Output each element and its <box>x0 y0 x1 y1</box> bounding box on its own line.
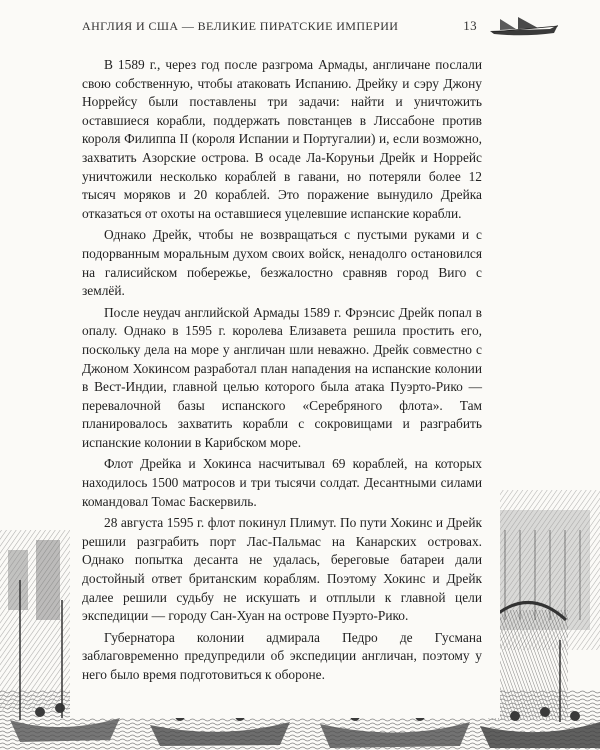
page-number: 13 <box>463 18 477 33</box>
running-title: АНГЛИЯ И США — ВЕЛИКИЕ ПИРАТСКИЕ ИМПЕРИИ <box>82 19 399 33</box>
paragraph: После неудач английской Армады 1589 г. Фрэнсис Дрейк попал в опалу. Однако в 1595 г. королева Елизавета решила простить его, поскольку дела на море у англичан шли неважно. Дрейк совместно с Джоном Хокинсом разработал план нападения на испанские колонии в Вест-Индии, главной целью которого была атака Пуэрто-Рико — перевалочной базы испанского «Серебряного флота». Там планировалось захватить корабли с сокровищами и разграбить испанские колонии в Карибском море. <box>82 304 482 450</box>
paragraph: Губернатора колонии адмирала Педро де Гусмана заблаговременно предупредили об экспедиции англичан, поэтому у него было время подготовиться к обороне. <box>82 629 482 682</box>
page-header <box>82 18 477 34</box>
paragraph: Однако Дрейк, чтобы не возвращаться с пустыми руками и с подорванным моральным духом своих войск, ненадолго остановился на галисийском побережье, безжалостно сравняв город Виго с землёй. <box>82 227 482 299</box>
sailing-ship-icon <box>488 16 560 38</box>
paragraph: В 1589 г., через год после разгрома Армады, англичане послали свою собственную, чтобы атаковать Испанию. Дрейку и сэру Джону Норрейсу были поставлены три задачи: найти и уничтожить оставшиеся корабли, поддержать повстанцев в Лиссабоне против короля Филиппа II (короля Испании и Португалии) и, если возможно, захватить Азорские острова. В осаде Ла-Коруньи Дрейк и Норрейс уничтожили несколько кораблей в гавани, но потеряли более 12 тысяч моряков и 20 кораблей. Это поражение вынудило Дрейка отказаться от охоты на оставшиеся уцелевшие испанские корабли. <box>82 57 482 221</box>
body-text <box>82 56 482 685</box>
paragraph: Флот Дрейка и Хокинса насчитывал 69 кораблей, на которых находилось 1500 матросов и три тысячи солдат. Десантными силами командовал Томас Баскервиль. <box>82 456 482 509</box>
paragraph: 28 августа 1595 г. флот покинул Плимут. По пути Хокинс и Дрейк решили разграбить порт Лас-Пальмас на Канарских островах. Однако попытка десанта не удалась, береговые батареи дали достойный ответ британским кораблям. Поэтому Хокинс и Дрейк далее решили судьбу не искушать и отплыли к главной цели экспедиции — городу Сан-Хуан на острове Пуэрто-Рико. <box>82 515 482 624</box>
